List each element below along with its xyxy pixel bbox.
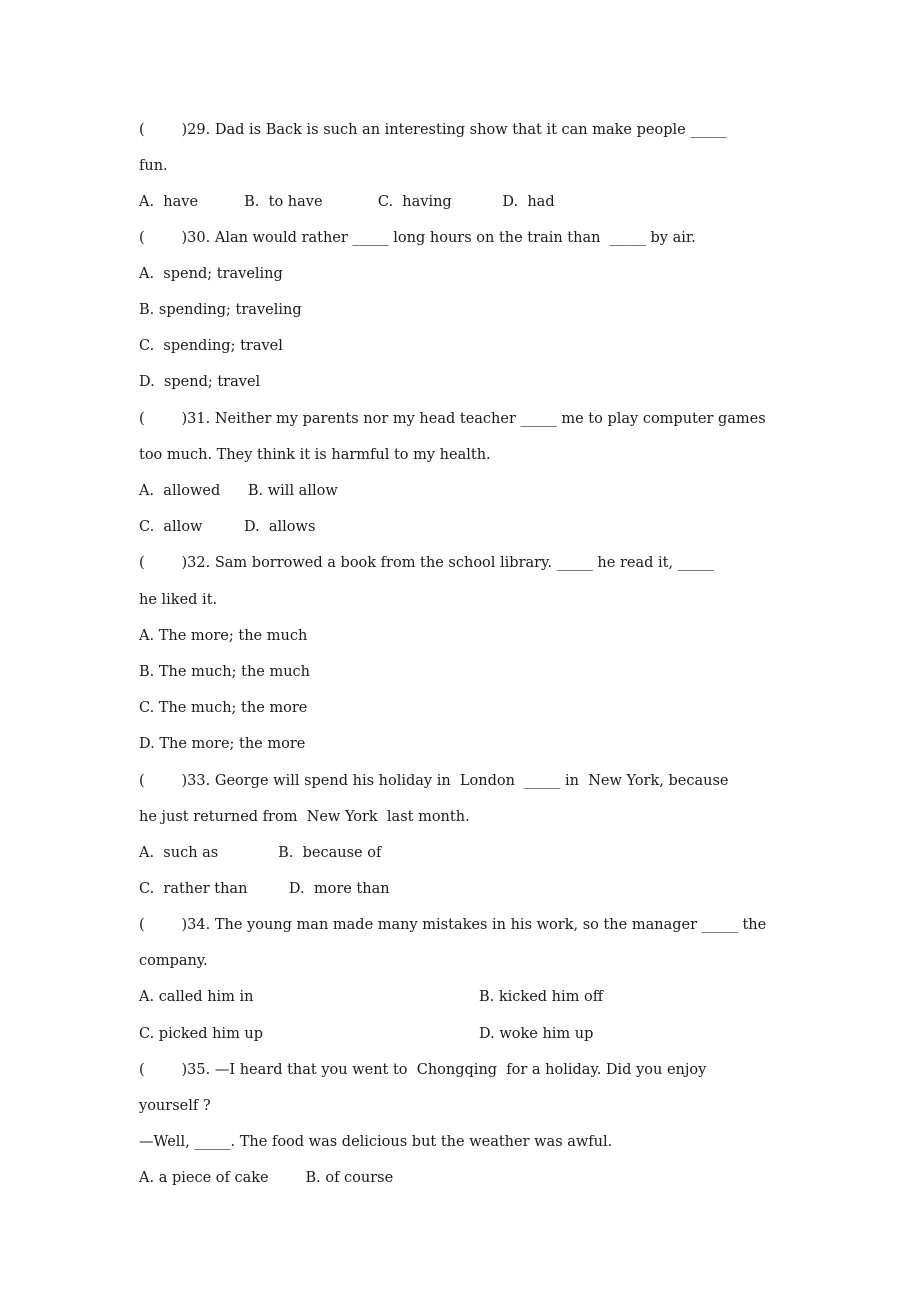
question-32-option-c: C. The much; the more — [139, 700, 308, 716]
question-35-dialogue: —Well, _____. The food was delicious but the weather was awful. — [139, 1134, 613, 1150]
question-32-stem-cont: he liked it. — [139, 592, 218, 608]
question-33-stem-cont: he just returned from New York last month. — [139, 809, 470, 825]
question-34-stem-cont: company. — [139, 953, 208, 969]
question-30-stem: ( )30. Alan would rather _____ long hours on the train than _____ by air. — [139, 230, 696, 246]
question-33-stem: ( )33. George will spend his holiday in London _____ in New York, because — [139, 773, 729, 789]
question-34-option-c: C. picked him up — [139, 1026, 264, 1042]
question-29-stem-text: ( )29. Dad is Back is such an interesting show that it can make people _____ — [139, 122, 727, 138]
question-34-option-d: D. woke him up — [479, 1026, 594, 1042]
question-34-stem: ( )34. The young man made many mistakes in his work, so the manager _____ the — [139, 917, 767, 933]
question-35-stem: ( )35. —I heard that you went to Chongqing for a holiday. Did you enjoy — [139, 1062, 707, 1078]
question-33-options-row1: A. such as B. because of — [139, 845, 382, 861]
question-33-options-row2: C. rather than D. more than — [139, 881, 390, 897]
question-30-option-a: A. spend; traveling — [139, 266, 283, 282]
question-31-options-row1: A. allowed B. will allow — [139, 483, 338, 499]
question-31-stem-cont: too much. They think it is harmful to my health. — [139, 447, 491, 463]
question-34-option-a: A. called him in — [139, 989, 254, 1005]
question-35-options-row1: A. a piece of cake B. of course — [139, 1170, 394, 1186]
question-30-option-b: B. spending; traveling — [139, 302, 302, 318]
question-32-stem: ( )32. Sam borrowed a book from the school library. _____ he read it, _____ — [139, 555, 714, 571]
question-34-option-b: B. kicked him off — [479, 989, 604, 1005]
question-32-option-a: A. The more; the much — [139, 628, 308, 644]
question-30-option-c: C. spending; travel — [139, 338, 283, 354]
question-29-options: A. have B. to have C. having D. had — [139, 194, 555, 210]
question-35-stem-cont: yourself ? — [139, 1098, 211, 1114]
question-31-stem: ( )31. Neither my parents nor my head teacher _____ me to play computer games — [139, 411, 766, 427]
question-32-option-b: B. The much; the much — [139, 664, 311, 680]
question-30-option-d: D. spend; travel — [139, 374, 261, 390]
question-31-options-row2: C. allow D. allows — [139, 519, 316, 535]
question-29-stem — [139, 120, 781, 140]
question-29-stem-cont: fun. — [139, 158, 168, 174]
question-32-option-d: D. The more; the more — [139, 736, 306, 752]
